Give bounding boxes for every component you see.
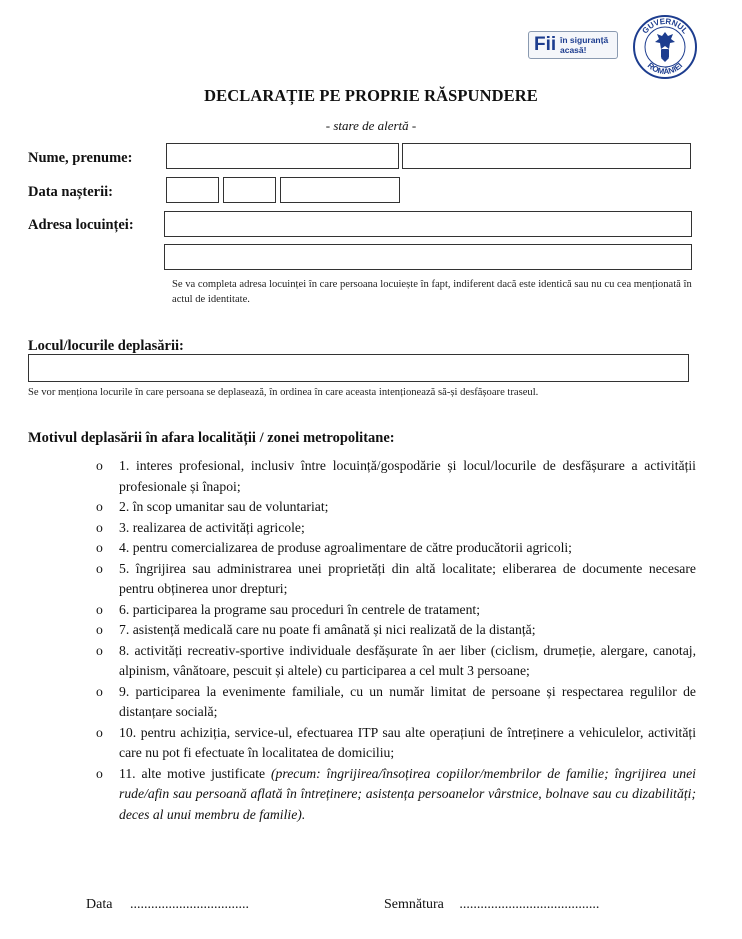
- reason-item-6[interactable]: o 6. participarea la programe sau proceduri în centrele de tratament;: [96, 600, 696, 621]
- fii-logo-big-text: Fii: [534, 34, 557, 55]
- reason-bullet: o: [96, 519, 103, 535]
- reason-bullet: o: [96, 601, 103, 617]
- reason-item-7[interactable]: o 7. asistență medicală care nu poate fi amânată și nici realizată de la distanță;: [96, 620, 696, 641]
- reason-bullet: o: [96, 622, 103, 637]
- reason-bullet: o: [96, 683, 103, 699]
- reasons-list: [96, 456, 696, 825]
- reason-item-3[interactable]: o 3. realizarea de activități agricole;: [96, 518, 696, 539]
- reason-item-5[interactable]: o 5. îngrijirea sau administrarea unei proprietăți din altă localitate; eliberarea de documente necesare pentru obținerea unor drepturi;: [96, 560, 696, 596]
- places-note: Se vor menționa locurile în care persoana se deplasează, în ordinea în care aceasta intenționează să-și desfășoare traseul.: [28, 387, 539, 398]
- birth-month-field[interactable]: [223, 177, 276, 203]
- signature-line: [384, 897, 599, 913]
- reason-item-9[interactable]: o 9. participarea la evenimente familiale, cu un număr limitat de persoane și respectarea regulilor de distanțare socială;: [96, 683, 696, 719]
- reason-item-8[interactable]: o 8. activități recreativ-sportive individuale desfășurate în aer liber (ciclism, drumeție, alergare, canotaj, alpinism, vânătoare, pescuit și altele) cu participarea a cel mult 3 persoane;: [96, 642, 696, 678]
- seal-text-bottom: ROMÂNIEI: [645, 60, 685, 77]
- reason-11-text: 11. alte motive justificate: [119, 765, 271, 781]
- reason-bullet: o: [96, 724, 103, 740]
- reason-item-2[interactable]: o 2. în scop umanitar sau de voluntariat;: [96, 497, 696, 518]
- reason-11-examples: (precum: îngrijirea/însoțirea copiilor/membrilor de familie; îngrijirea unei rude/afin sau persoană aflată în întreținere; asistența persoanelor vârstnice, bolnave sau cu dizabilități; deces al unui membru de familie).: [119, 765, 696, 822]
- page-title: DECLARAȚIE PE PROPRIE RĂSPUNDERE: [204, 86, 538, 105]
- places-label: Locul/locurile deplasării:: [28, 338, 184, 354]
- reason-bullet: o: [96, 560, 103, 576]
- reason-bullet: o: [96, 499, 103, 514]
- address-field-line-2[interactable]: [164, 244, 692, 270]
- signature-dotted-line[interactable]: ........................................: [459, 897, 600, 912]
- reason-bullet: o: [96, 765, 103, 781]
- page-subtitle: - stare de alertă -: [325, 118, 417, 133]
- eagle-emblem-icon: [655, 32, 675, 62]
- guvernul-romaniei-seal: [632, 14, 698, 80]
- birth-date-label: Data nașterii:: [28, 184, 113, 200]
- birth-year-field[interactable]: [280, 177, 400, 203]
- first-name-field[interactable]: [402, 143, 691, 169]
- reason-item-11[interactable]: [96, 764, 696, 826]
- reason-item-1[interactable]: o 1. interes profesional, inclusiv între locuință/gospodărie și locul/locurile de desfășurare a activității profesionale și înapoi;: [96, 458, 696, 494]
- reason-bullet: o: [96, 458, 103, 473]
- last-name-field[interactable]: [166, 143, 399, 169]
- date-label: Data: [86, 897, 113, 912]
- reason-bullet: o: [96, 540, 103, 555]
- signature-label: Semnătura: [384, 897, 444, 912]
- fii-in-siguranta-logo: [528, 31, 618, 59]
- address-label: Adresa locuinței:: [28, 217, 134, 233]
- reason-item-4[interactable]: o 4. pentru comercializarea de produse agroalimentare de către producătorii agricoli;: [96, 538, 696, 559]
- address-field-line-1[interactable]: [164, 211, 692, 237]
- seal-text-top: GUVERNUL: [640, 16, 690, 36]
- reasons-heading: Motivul deplasării în afara localității / zonei metropolitane:: [28, 430, 395, 446]
- birth-day-field[interactable]: [166, 177, 219, 203]
- places-field[interactable]: [28, 354, 689, 382]
- reason-bullet: o: [96, 642, 103, 658]
- reason-item-10[interactable]: o 10. pentru achiziția, service-ul, efectuarea ITP sau alte operațiuni de întreținere a vehiculelor, activități care nu pot fi efectuate în localitatea de domiciliu;: [96, 724, 696, 760]
- date-dotted-line[interactable]: ..................................: [129, 897, 249, 912]
- fii-logo-small-text: în siguranță acasă!: [560, 35, 609, 55]
- address-note: Se va completa adresa locuinței în care persoana locuiește în fapt, indiferent dacă este identică sau nu cu cea menționată în actul de identitate.: [172, 279, 692, 305]
- name-label: Nume, prenume:: [28, 150, 133, 166]
- date-signature-line: [86, 897, 249, 913]
